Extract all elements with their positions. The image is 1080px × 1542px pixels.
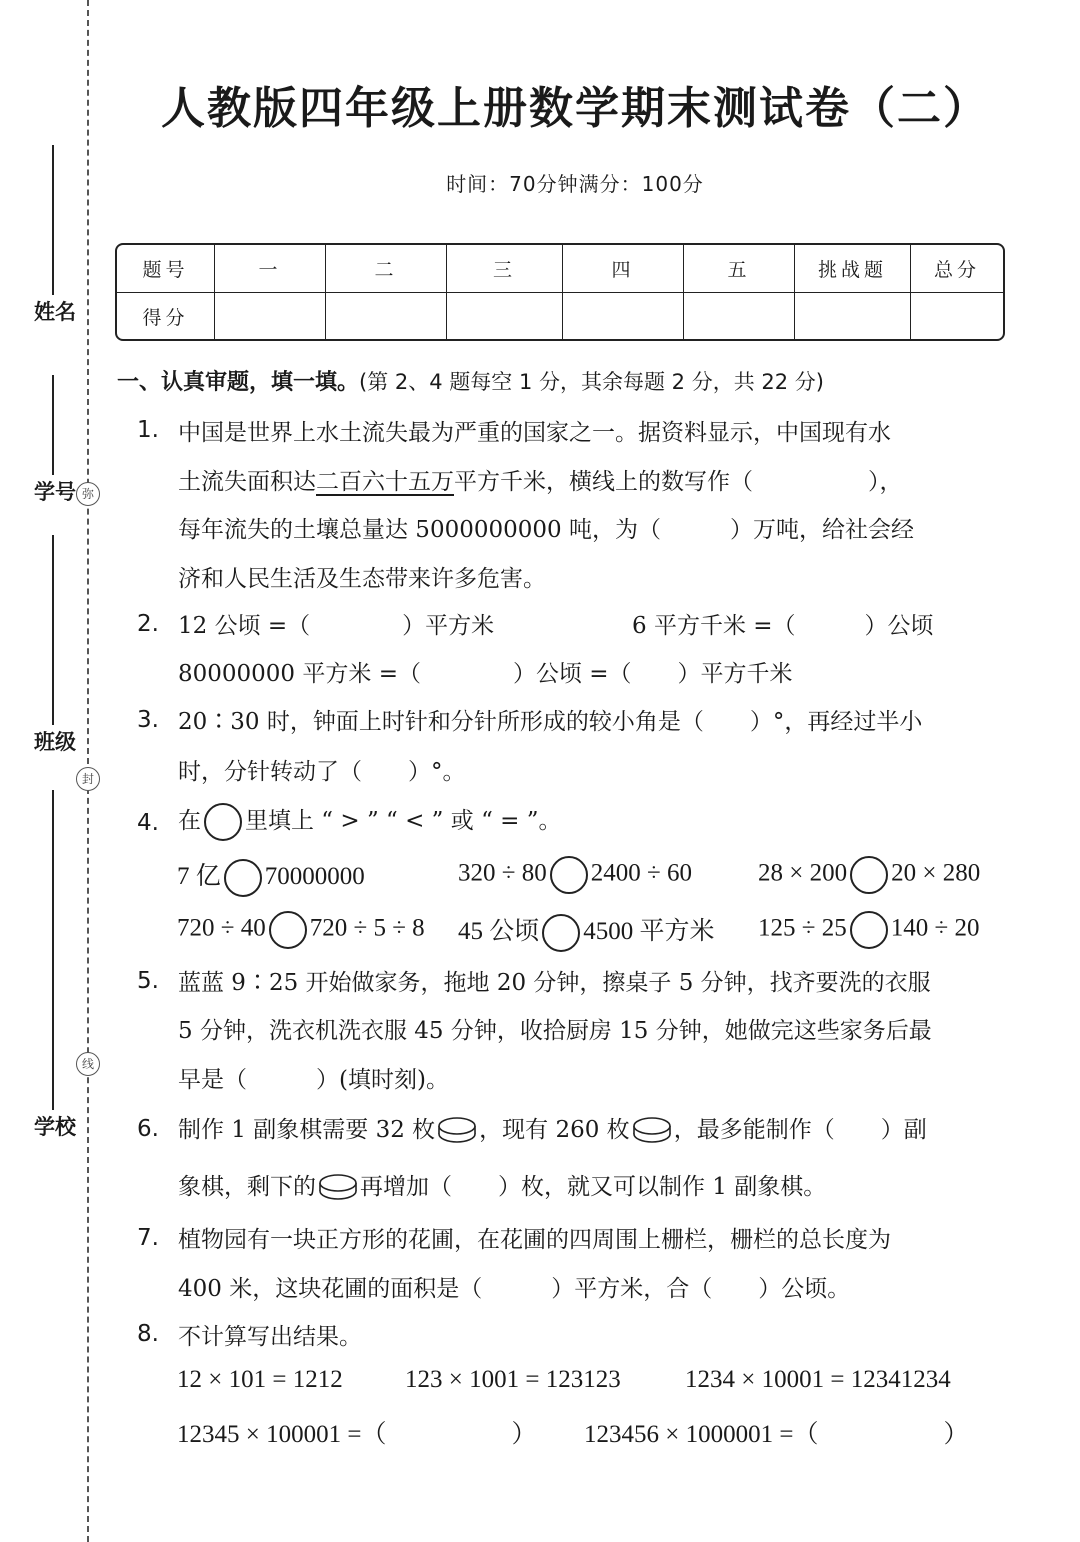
q4-compare-item: 720 ÷ 40 720 ÷ 5 ÷ 8 (177, 911, 425, 949)
seal-xian: 线 (76, 1052, 100, 1076)
page-title: 人教版四年级上册数学期末测试卷（二） (161, 83, 989, 134)
q5-line: 早是（ ）(填时刻)。 (178, 1067, 449, 1093)
compare-circle[interactable] (850, 856, 888, 894)
question-number: 8. (137, 1321, 159, 1347)
chess-piece-icon (318, 1173, 358, 1203)
compare-circle-icon (204, 803, 242, 841)
question-number: 4. (137, 810, 159, 836)
q4-compare-item: 7 亿 70000000 (177, 856, 365, 897)
q7-line: 400 米，这块花圃的面积是（ ）平方米，合（ ）公顷。 (178, 1276, 851, 1302)
q4-text: 在 (178, 808, 201, 834)
score-header-cell: 二 (326, 245, 447, 293)
q8-equation-blank: 12345 × 100001 =（ ） (177, 1421, 537, 1448)
q5-line: 蓝蓝 9∶25 开始做家务，拖地 20 分钟，擦桌子 5 分钟，找齐要洗的衣服 (178, 970, 931, 996)
q5-line: 5 分钟，洗衣机洗衣服 45 分钟，收拾厨房 15 分钟，她做完这些家务后最 (178, 1018, 932, 1044)
q4-compare-item: 125 ÷ 25 140 ÷ 20 (758, 911, 979, 949)
score-header-cell: 题号 (117, 245, 215, 293)
q4-compare-item: 28 × 200 20 × 280 (758, 856, 980, 894)
q6-line: 象棋，剩下的 再增加（ ）枚，就又可以制作 1 副象棋。 (178, 1168, 826, 1203)
score-header-cell: 一 (215, 245, 326, 293)
question-number: 1. (137, 417, 159, 443)
compare-circle[interactable] (850, 911, 888, 949)
q8-equation: 12 × 101 = 1212 (177, 1366, 343, 1393)
score-cell[interactable] (911, 293, 1003, 339)
q2-blank-c: 80000000 平方米 =（ ）公顷 =（ ）平方千米 (178, 661, 793, 687)
q1-line (178, 463, 903, 496)
question-number: 7. (137, 1225, 159, 1251)
q8-equation: 1234 × 10001 = 12341234 (685, 1366, 951, 1393)
q4-compare-item: 320 ÷ 80 2400 ÷ 60 (458, 856, 692, 894)
q4-compare-item: 45 公顷 4500 平方米 (458, 911, 715, 952)
q1-line: 每年流失的土壤总量达 5000000000 吨，为（ ）万吨，给社会经 (178, 517, 914, 543)
q3-line: 20∶30 时，钟面上时针和分针所形成的较小角是（ ）°，再经过半小 (178, 709, 923, 735)
score-cell[interactable] (563, 293, 684, 339)
seal-feng: 封 (76, 767, 100, 791)
school-label: 学校 (34, 1114, 76, 1139)
q1-text: 平方千米，横线上的数写作（ ）， (454, 469, 903, 495)
name-label: 姓名 (34, 299, 76, 324)
section-heading (117, 365, 824, 396)
question-number: 6. (137, 1116, 159, 1142)
score-header-cell: 四 (563, 245, 684, 293)
q8-equation: 123 × 1001 = 123123 (405, 1366, 621, 1393)
score-header-cell: 三 (447, 245, 563, 293)
question-number: 2. (137, 611, 159, 637)
compare-circle[interactable] (542, 914, 580, 952)
score-header-cell: 五 (684, 245, 795, 293)
q2-blank-b: 6 平方千米 =（ ）公顷 (632, 613, 934, 639)
q1-underlined-number: 二百六十五万 (316, 469, 454, 495)
q1-line: 中国是世界上水土流失最为严重的国家之一。据资料显示，中国现有水 (178, 420, 891, 446)
q3-line: 时，分针转动了（ ）°。 (178, 759, 466, 785)
score-cell[interactable] (447, 293, 563, 339)
score-row-label: 得分 (117, 293, 215, 339)
name-blank-line (52, 145, 54, 295)
q2-blank-a: 12 公顷 =（ ）平方米 (178, 613, 495, 639)
score-cell[interactable] (215, 293, 326, 339)
student-no-blank-line (52, 375, 54, 475)
q1-line: 济和人民生活及生态带来许多危害。 (178, 566, 546, 592)
score-cell[interactable] (684, 293, 795, 339)
class-label: 班级 (34, 729, 76, 754)
seal-mi: 弥 (76, 482, 100, 506)
section-note: (第 2、4 题每空 1 分，其余每题 2 分，共 22 分) (359, 370, 824, 394)
q4-text: 里填上 “ > ” “ < ” 或 “ = ”。 (245, 808, 562, 834)
question-number: 3. (137, 707, 159, 733)
score-cell[interactable] (326, 293, 447, 339)
chess-piece-icon (437, 1116, 477, 1146)
score-table (115, 243, 1005, 341)
compare-circle[interactable] (269, 911, 307, 949)
q7-line: 植物园有一块正方形的花圃，在花圃的四周围上栅栏，栅栏的总长度为 (178, 1227, 891, 1253)
q1-text: 土流失面积达 (178, 469, 316, 495)
q4-instruction (178, 802, 561, 841)
question-number: 5. (137, 968, 159, 994)
score-header-cell: 挑战题 (795, 245, 911, 293)
q8-equation-blank: 123456 × 1000001 =（ ） (584, 1421, 969, 1448)
score-cell[interactable] (795, 293, 911, 339)
class-blank-line (52, 535, 54, 725)
compare-circle[interactable] (550, 856, 588, 894)
score-header-cell: 总分 (911, 245, 1003, 293)
compare-circle[interactable] (224, 859, 262, 897)
section-title: 一、认真审题，填一填。 (117, 370, 360, 395)
q6-line: 制作 1 副象棋需要 32 枚 ，现有 260 枚 ，最多能制作（ ）副 (178, 1111, 927, 1146)
chess-piece-icon (632, 1116, 672, 1146)
school-blank-line (52, 790, 54, 1110)
q8-instruction: 不计算写出结果。 (178, 1324, 362, 1350)
student-no-label: 学号 (34, 479, 76, 504)
exam-time-score: 时间：70分钟满分：100分 (446, 172, 704, 196)
